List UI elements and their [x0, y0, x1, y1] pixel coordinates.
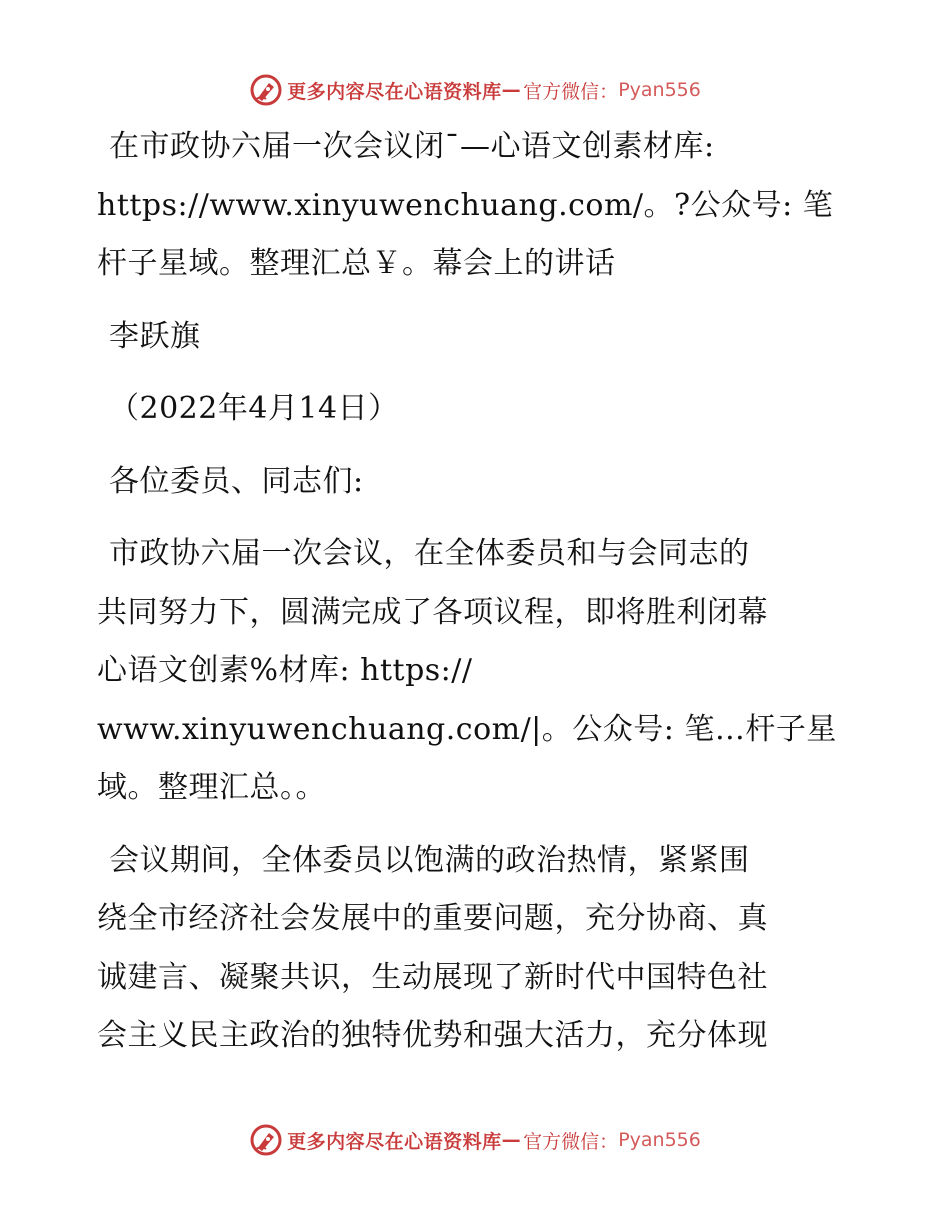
text-line: https://www.xinyuwenchuang.com/。?公众号: 笔	[97, 187, 834, 223]
banner-wechat-label: 官方微信：	[523, 80, 619, 103]
text-line: 杆子星域。整理汇总￥。幕会上的讲话	[97, 246, 616, 281]
banner-wechat-label: 官方微信：	[523, 1130, 619, 1153]
text-line: 会议期间，全体委员以饱满的政治热情，紧紧围	[109, 842, 750, 878]
text-line: 在市政协六届一次会议闭¯—心语文创素材库:	[109, 129, 715, 164]
banner-main-text: 更多内容尽在心语资料库	[287, 1130, 502, 1153]
document-body	[97, 118, 857, 1080]
banner-wechat-id: Pyan556	[618, 79, 701, 101]
header-watermark-banner	[0, 70, 950, 110]
text-line: 心语文创素%材库: https://	[97, 653, 473, 688]
text-line: 域。整理汇总。。	[97, 770, 326, 805]
text-line: 绕全市经济社会发展中的重要问题，充分协商、真	[97, 901, 768, 936]
doc-salutation	[97, 453, 857, 512]
banner-main-text: 更多内容尽在心语资料库	[287, 80, 502, 103]
banner-dash: —	[501, 79, 522, 101]
text-line: 共同努力下，圆满完成了各项议程，即将胜利闭幕	[97, 594, 768, 630]
text-line: 各位委员、同志们:	[109, 463, 364, 499]
text-line: 市政协六届一次会议，在全体委员和与会同志的	[109, 536, 750, 571]
text-line: 会主义民主政治的独特优势和强大活力，充分体现	[97, 1018, 768, 1053]
doc-title	[97, 118, 857, 294]
footer-watermark-banner	[0, 1120, 950, 1160]
doc-date	[97, 380, 857, 439]
doc-paragraph-2	[97, 832, 857, 1066]
text-line: 李跃旗	[109, 318, 201, 354]
pen-nib-logo-icon	[249, 1123, 283, 1157]
doc-author	[97, 308, 857, 367]
banner-wechat-id: Pyan556	[618, 1129, 701, 1151]
text-line: （2022年4月14日）	[109, 391, 399, 426]
banner-dash: —	[501, 1129, 522, 1151]
text-line: www.xinyuwenchuang.com/|。公众号: 笔…杆子星	[97, 711, 837, 747]
doc-paragraph-1	[97, 525, 857, 818]
pen-nib-logo-icon	[249, 73, 283, 107]
text-line: 诚建言、凝聚共识，生动展现了新时代中国特色社	[97, 959, 768, 995]
